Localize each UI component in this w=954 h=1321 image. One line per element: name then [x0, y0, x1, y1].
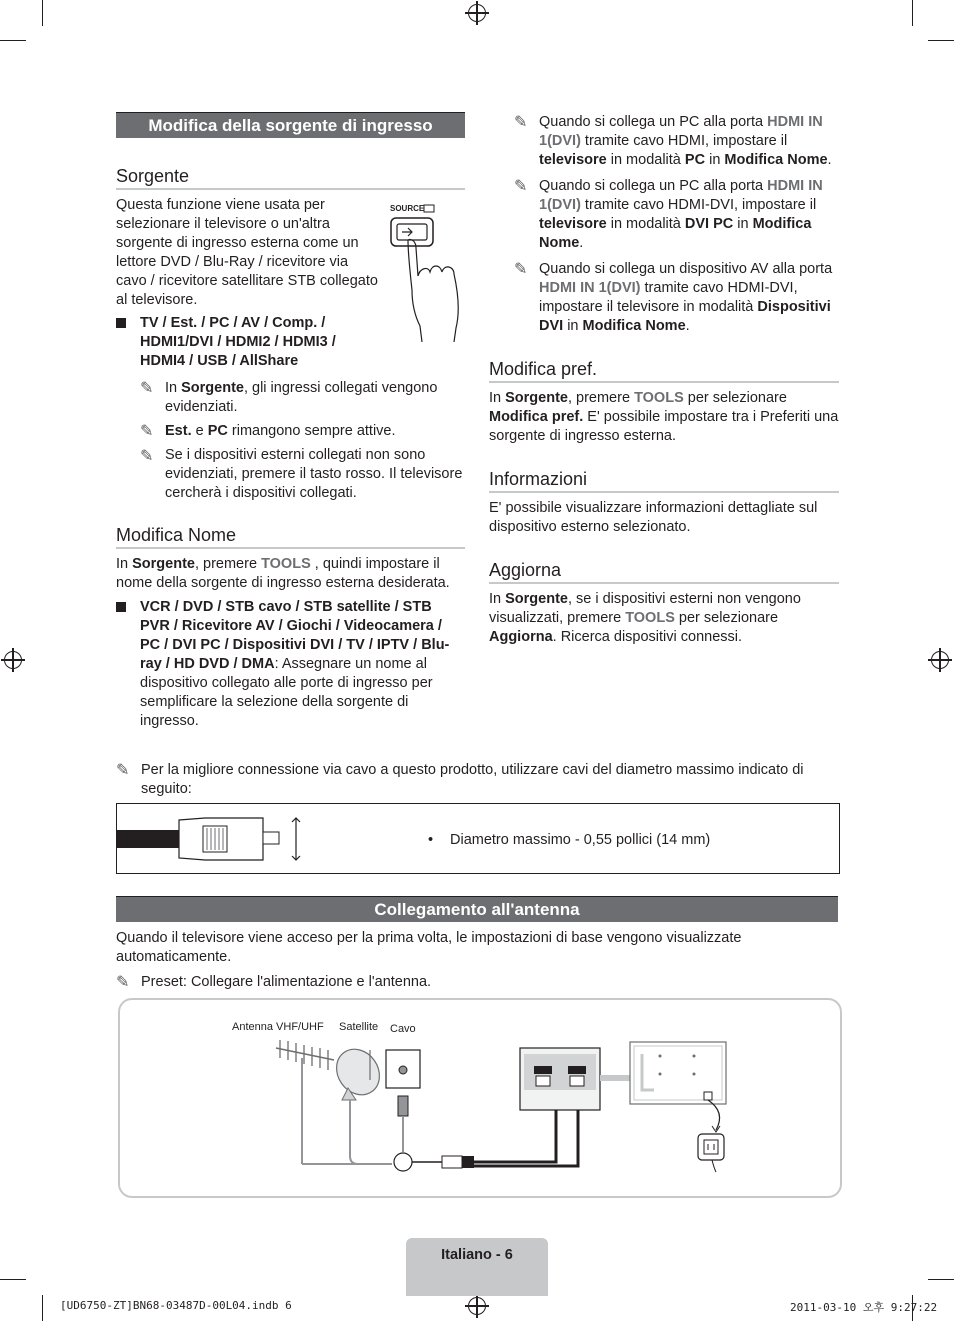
antenna-diagram: [118, 998, 842, 1198]
crop-mark: [0, 1279, 26, 1280]
heading-modifica-pref: Modifica pref.: [489, 359, 598, 379]
bullet-square: [116, 318, 126, 328]
connection-diagram-icon: [120, 1000, 836, 1192]
heading-rule: [116, 547, 465, 549]
heading-rule: [489, 582, 839, 584]
informazioni-text: E' possibile visualizzare informazioni dettagliate sul dispositivo esterno selezionato.: [489, 500, 818, 535]
heading-informazioni: Informazioni: [489, 469, 588, 489]
source-label: SOURCE: [390, 204, 425, 213]
note-icon: ✎: [116, 974, 130, 991]
crop-mark: [928, 40, 954, 41]
note-sorgente-2: Est. e PC rimangono sempre attive.: [165, 423, 396, 439]
antenna-intro: Quando il televisore viene acceso per la prima volta, le impostazioni di base vengono visualizzate automaticamente.: [116, 930, 742, 965]
label-cavo: Cavo: [390, 1023, 416, 1035]
note-icon: ✎: [514, 178, 528, 195]
crop-mark: [42, 1295, 43, 1321]
heading-aggiorna: Aggiorna: [489, 560, 562, 580]
modifica-nome-text: In Sorgente, premere TOOLS , quindi impostare il nome della sorgente di ingresso esterna desiderata.: [116, 556, 450, 591]
note-hdmi-pc: Quando si collega un PC alla porta HDMI IN 1(DVI) tramite cavo HDMI, impostare il televisore in modalità PC in Modifica Nome.: [539, 114, 832, 168]
cable-diameter-text: Diametro massimo - 0,55 pollici (14 mm): [450, 832, 711, 848]
note-hdmi-dvi-pc: Quando si collega un PC alla porta HDMI IN 1(DVI) tramite cavo HDMI-DVI, impostare il televisore in modalità DVI PC in Modifica Nome.: [539, 178, 823, 251]
power-plug-icon: [698, 1134, 724, 1172]
modifica-pref-text: In Sorgente, premere TOOLS per selezionare Modifica pref. E' possibile impostare tra i Preferiti una sorgente di ingresso esterna.: [489, 390, 839, 444]
heading-rule: [116, 188, 465, 190]
bullet-square: [116, 602, 126, 612]
cable-diameter-box: [116, 803, 840, 874]
note-icon: ✎: [514, 114, 528, 131]
footer-file: [UD6750-ZT]BN68-03487D-00L04.indb 6: [60, 1299, 292, 1312]
tv-rear-icon: [630, 1042, 726, 1132]
page-number: Italiano - 6: [441, 1247, 513, 1263]
note-icon: ✎: [140, 380, 154, 397]
registration-mark: [468, 4, 486, 22]
footer-timestamp: 2011-03-10 오후 9:27:22: [790, 1301, 938, 1314]
crop-mark: [912, 0, 913, 26]
source-list: TV / Est. / PC / AV / Comp. / HDMI1/DVI / HDMI2 / HDMI3 / HDMI4 / USB / AllShare: [140, 315, 336, 369]
heading-rule: [489, 381, 839, 383]
label-antenna: Antenna VHF/UHF: [232, 1021, 324, 1033]
cable-plug-icon: [117, 804, 307, 873]
note-sorgente-3: Se i dispositivi esterni collegati non sono evidenziati, premere il tasto rosso. Il televisore cercherà i dispositivi collegati.: [165, 447, 463, 501]
note-hdmi-dvi-av: Quando si collega un dispositivo AV alla porta HDMI IN 1(DVI) tramite cavo HDMI-DVI, impostare il televisore in modalità Dispositivi DVI in Modifica Nome.: [539, 261, 833, 334]
registration-mark: [468, 1297, 486, 1315]
sorgente-intro: Questa funzione viene usata per selezionare il televisore o un'altra sorgente di ingresso esterna come un lettore DVD / Blu-Ray / ricevitore via cavo / ricevitore satellitare STB collegato al televisore.: [116, 197, 378, 308]
antenna-note: Preset: Collegare l'alimentazione e l'antenna.: [141, 974, 432, 990]
wall-socket-icon: [386, 1050, 420, 1152]
tv-panel-icon: [520, 1048, 632, 1110]
crop-mark: [928, 1279, 954, 1280]
aggiorna-text: In Sorgente, se i dispositivi esterni non vengono visualizzati, premere TOOLS per selezionare Aggiorna. Ricerca dispositivi connessi.: [489, 591, 801, 645]
crop-mark: [42, 0, 43, 26]
remote-source-illustration: [388, 202, 464, 342]
registration-mark: [931, 651, 949, 669]
vhf-uhf-antenna-icon: [276, 1040, 334, 1164]
label-satellite: Satellite: [339, 1021, 379, 1033]
heading-modifica-nome: Modifica Nome: [116, 525, 237, 545]
crop-mark: [0, 40, 26, 41]
note-icon: ✎: [140, 448, 154, 465]
note-sorgente-1: In Sorgente, gli ingressi collegati vengono evidenziati.: [165, 380, 438, 415]
device-name-list: VCR / DVD / STB cavo / STB satellite / STB PVR / Ricevitore AV / Giochi / Videocamera / PC / DVI PC / Dispositivi DVI / TV / IPTV / Blu-ray / HD DVD / DMA: Assegnare un nome al dispositivo collegato alle porte di ingresso per semplificare la selezione della sorgente di ingresso.: [140, 599, 450, 729]
bullet-dot: •: [428, 832, 434, 848]
hand-pressing-icon: [388, 202, 464, 342]
section-title-bar: Collegamento all'antenna: [116, 896, 838, 922]
note-icon: ✎: [116, 762, 130, 779]
cable-note: Per la migliore connessione via cavo a questo prodotto, utilizzare cavi del diametro massimo indicato di seguito:: [141, 762, 804, 797]
heading-sorgente: Sorgente: [116, 166, 190, 186]
page-tab: [406, 1238, 548, 1296]
satellite-dish-icon: [328, 1041, 388, 1164]
note-icon: ✎: [514, 261, 528, 278]
heading-rule: [489, 491, 839, 493]
registration-mark: [4, 651, 22, 669]
note-icon: ✎: [140, 423, 154, 440]
section-title-bar: Modifica della sorgente di ingresso: [116, 112, 465, 138]
